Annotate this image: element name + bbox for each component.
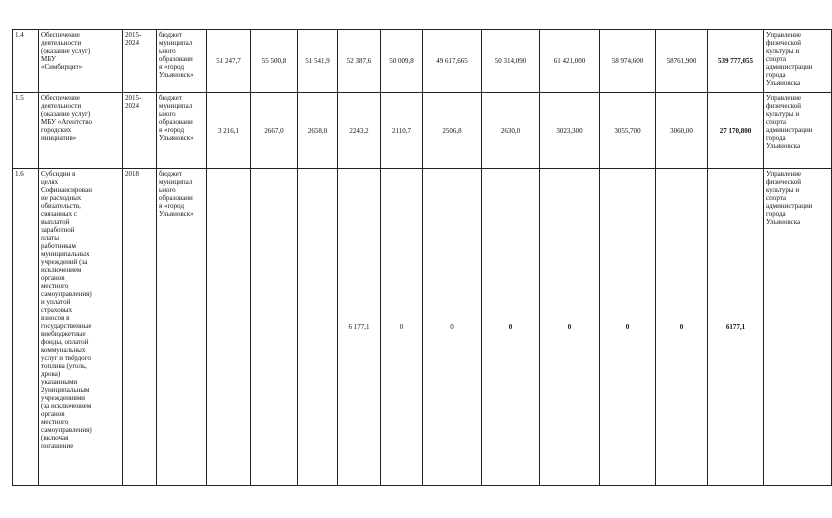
row-value: 51 541,9	[298, 30, 338, 93]
row-index: 1.5	[13, 93, 39, 169]
row-value: 58761,900	[656, 30, 708, 93]
row-value: 2667,0	[251, 93, 298, 169]
row-value: 52 387,6	[338, 30, 381, 93]
table-row	[13, 30, 832, 93]
row-index: 1.6	[13, 169, 39, 486]
row-period: 2015- 2024	[123, 30, 157, 93]
row-value: 0	[381, 169, 423, 486]
row-value: 2243,2	[338, 93, 381, 169]
row-value: 3023,300	[540, 93, 600, 169]
row-value: 3 216,1	[207, 93, 251, 169]
row-value: 0	[600, 169, 656, 486]
row-activity-name: Субсидии в целях Софинансирован ие расходных обязательств, связанных с выплатой заработной платы работникам муниципальных учреждений (за исключением органов местного самоуправления) и уплатой страховых взносов в государственные внебюджетные фонды, оплатой коммунальных услуг и твёрдого топлива (уголь, дрова) указанными 2униципальным учреждениями (за исключением органов местного самоуправления) (включая погашение	[39, 169, 123, 486]
row-activity-name: Обеспечение деятельности (оказание услуг) МБУ «Симбирцит»	[39, 30, 123, 93]
row-value: 3055,700	[600, 93, 656, 169]
row-period: 2018	[123, 169, 157, 486]
row-value: 2110,7	[381, 93, 423, 169]
row-value: 0	[482, 169, 540, 486]
row-value: 0	[423, 169, 482, 486]
row-value: 2506,8	[423, 93, 482, 169]
row-value	[298, 169, 338, 486]
row-funding-source: бюджет муниципал ьного образовани я «город Ульяновск»	[157, 93, 207, 169]
row-value: 3060,00	[656, 93, 708, 169]
row-executor: Управление физической культуры и спорта администрации города Ульяновска	[764, 30, 832, 93]
row-value: 55 500,8	[251, 30, 298, 93]
row-value: 49 617,665	[423, 30, 482, 93]
row-value: 0	[656, 169, 708, 486]
row-executor: Управление физической культуры и спорта администрации города Ульяновска	[764, 169, 832, 486]
row-total: 6177,1	[708, 169, 764, 486]
row-value: 50 009,8	[381, 30, 423, 93]
row-value: 58 974,600	[600, 30, 656, 93]
row-value	[251, 169, 298, 486]
row-period: 2015- 2024	[123, 93, 157, 169]
row-value: 61 421,000	[540, 30, 600, 93]
row-activity-name: Обеспечение деятельности (оказание услуг) МБУ «Агентство городских инициатив»	[39, 93, 123, 169]
row-total: 539 777,055	[708, 30, 764, 93]
row-value	[207, 169, 251, 486]
row-value: 6 177,1	[338, 169, 381, 486]
table-row	[13, 169, 832, 486]
row-value: 2630,0	[482, 93, 540, 169]
row-value: 51 247,7	[207, 30, 251, 93]
row-value: 50 314,090	[482, 30, 540, 93]
row-total: 27 170,800	[708, 93, 764, 169]
table-row	[13, 93, 832, 169]
budget-table	[12, 29, 832, 486]
row-value: 0	[540, 169, 600, 486]
row-value: 2658,0	[298, 93, 338, 169]
row-index: 1.4	[13, 30, 39, 93]
row-executor: Управление физической культуры и спорта администрации города Ульяновска	[764, 93, 832, 169]
row-funding-source: бюджет муниципал ьного образовани я «город Ульяновск»	[157, 30, 207, 93]
row-funding-source: бюджет муниципал ьного образовани я «город Ульяновск»	[157, 169, 207, 486]
